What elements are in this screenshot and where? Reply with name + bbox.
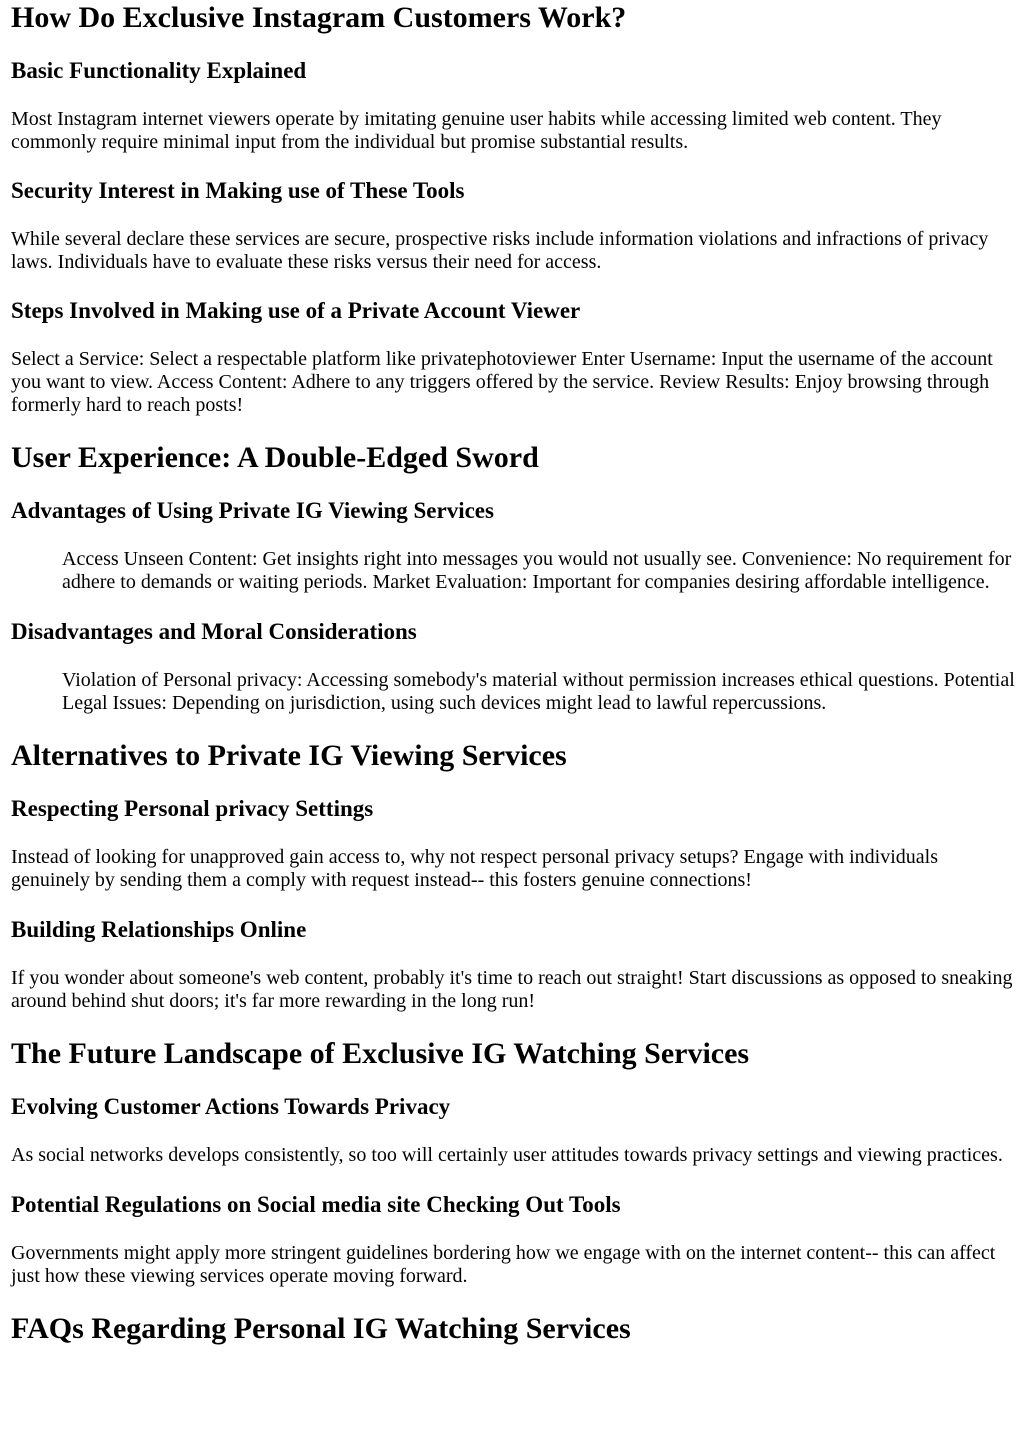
subsection-heading: Basic Functionality Explained: [11, 58, 307, 83]
paragraph: While several declare these services are secure, prospective risks include information violations and infractions of privacy laws. Individuals have to evaluate these risks versus their need for access.: [11, 228, 989, 273]
section-heading: The Future Landscape of Exclusive IG Watching Services: [11, 1037, 750, 1070]
paragraph: As social networks develops consistently, so too will certainly user attitudes towards privacy settings and viewing practices.: [11, 1144, 1003, 1166]
paragraph: If you wonder about someone's web content, probably it's time to reach out straight! Start discussions as opposed to sneaking around behind shut doors; it's far more rewarding in the long run!: [11, 967, 1013, 1012]
subsection-advantages: [11, 498, 1016, 594]
blockquote: Violation of Personal privacy: Accessing somebody's material without permission increases ethical questions. Potential Legal Issues: Depending on jurisdiction, using such devices might lead to lawful repercussions.: [62, 669, 1015, 714]
section-heading: Alternatives to Private IG Viewing Services: [11, 739, 567, 772]
subsection-heading: Evolving Customer Actions Towards Privacy: [11, 1094, 451, 1119]
subsection-security: [11, 178, 1016, 274]
section-heading: How Do Exclusive Instagram Customers Work?: [11, 1, 627, 34]
paragraph: Most Instagram internet viewers operate by imitating genuine user habits while accessing limited web content. They commonly require minimal input from the individual but promise substantial results.: [11, 108, 942, 153]
section-alternatives: [11, 739, 1016, 1013]
paragraph: Instead of looking for unapproved gain access to, why not respect personal privacy setups? Engage with individuals genuinely by sending them a comply with request instead-- this fosters genuine connections!: [11, 846, 938, 891]
section-future-landscape: [11, 1037, 1016, 1288]
subsection-respecting-privacy: [11, 796, 1016, 892]
article: [0, 1, 1024, 1346]
subsection-regulations: [11, 1192, 1016, 1288]
subsection-heading: Potential Regulations on Social media site Checking Out Tools: [11, 1192, 621, 1217]
subsection-heading: Disadvantages and Moral Considerations: [11, 619, 417, 644]
subsection-heading: Steps Involved in Making use of a Private Account Viewer: [11, 298, 581, 323]
subsection-heading: Respecting Personal privacy Settings: [11, 796, 374, 821]
subsection-disadvantages: [11, 619, 1016, 715]
section-how-clients-work: [11, 1, 1016, 417]
subsection-basic-functionality: [11, 58, 1016, 154]
subsection-steps: [11, 298, 1016, 417]
paragraph: Select a Service: Select a respectable platform like privatephotoviewer Enter Username: Input the username of the account you want to view. Access Content: Adhere to any triggers offered by the service. Review Results: Enjoy browsing through formerly hard to reach posts!: [11, 348, 993, 416]
subsection-heading: Building Relationships Online: [11, 917, 307, 942]
section-heading: User Experience: A Double-Edged Sword: [11, 441, 539, 474]
subsection-heading: Security Interest in Making use of These Tools: [11, 178, 465, 203]
blockquote: Access Unseen Content: Get insights right into messages you would not usually see. Convenience: No requirement for adhere to demands or waiting periods. Market Evaluation: Important for companies desiring affordable intelligence.: [62, 548, 1012, 593]
subsection-evolving-actions: [11, 1094, 1016, 1167]
section-heading: FAQs Regarding Personal IG Watching Services: [11, 1312, 631, 1345]
section-faqs: [11, 1312, 1016, 1346]
subsection-heading: Advantages of Using Private IG Viewing Services: [11, 498, 494, 523]
paragraph: Governments might apply more stringent guidelines bordering how we engage with on the internet content-- this can affect just how these viewing services operate moving forward.: [11, 1242, 996, 1287]
subsection-building-relationships: [11, 917, 1016, 1013]
section-user-experience: [11, 441, 1016, 715]
